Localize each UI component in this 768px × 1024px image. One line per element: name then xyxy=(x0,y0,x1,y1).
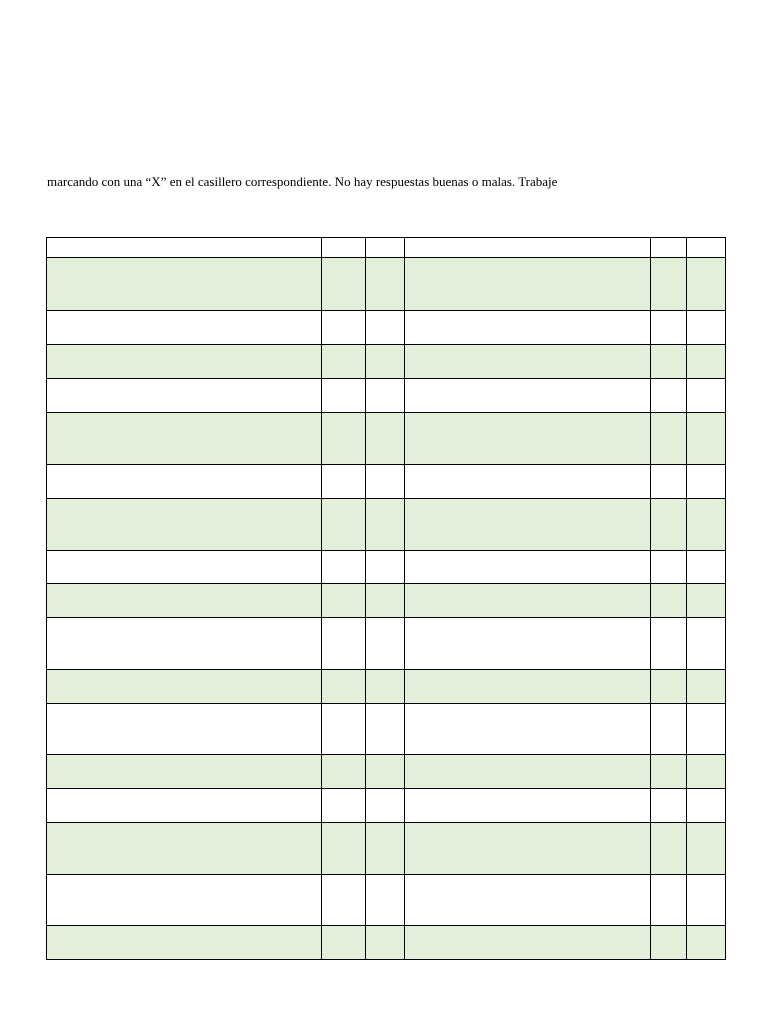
answer-checkbox-cell[interactable] xyxy=(686,551,725,584)
answer-checkbox-cell[interactable] xyxy=(686,704,725,755)
answer-checkbox-cell[interactable] xyxy=(686,311,725,345)
table-row xyxy=(47,670,726,704)
answer-checkbox-cell[interactable] xyxy=(365,618,404,670)
statement-cell-right xyxy=(405,875,651,926)
statement-cell-right xyxy=(405,618,651,670)
answer-checkbox-cell[interactable] xyxy=(321,258,365,311)
answer-checkbox-cell[interactable] xyxy=(650,465,686,499)
answer-checkbox-cell[interactable] xyxy=(686,755,725,789)
answer-checkbox-cell[interactable] xyxy=(650,704,686,755)
statement-cell-left xyxy=(47,875,322,926)
answer-checkbox-cell[interactable] xyxy=(650,670,686,704)
statement-cell-right xyxy=(405,345,651,379)
answer-checkbox-cell[interactable] xyxy=(321,413,365,465)
answer-checkbox-cell[interactable] xyxy=(650,379,686,413)
statement-cell-left xyxy=(47,755,322,789)
statement-cell-right xyxy=(405,789,651,823)
answer-checkbox-cell[interactable] xyxy=(650,755,686,789)
table-row xyxy=(47,755,726,789)
statement-cell-left xyxy=(47,704,322,755)
answer-checkbox-cell[interactable] xyxy=(321,789,365,823)
answer-checkbox-cell[interactable] xyxy=(365,258,404,311)
table-row xyxy=(47,379,726,413)
statement-cell-right xyxy=(405,926,651,960)
statement-cell-left xyxy=(47,670,322,704)
answer-checkbox-cell xyxy=(686,238,725,258)
answer-checkbox-cell[interactable] xyxy=(650,311,686,345)
table-row xyxy=(47,465,726,499)
answer-checkbox-cell[interactable] xyxy=(365,704,404,755)
survey-table-body xyxy=(47,238,726,960)
table-header-row xyxy=(47,238,726,258)
answer-checkbox-cell[interactable] xyxy=(686,823,725,875)
statement-cell-right xyxy=(405,584,651,618)
answer-checkbox-cell[interactable] xyxy=(686,875,725,926)
table-row xyxy=(47,345,726,379)
table-row xyxy=(47,875,726,926)
answer-checkbox-cell[interactable] xyxy=(365,499,404,551)
answer-checkbox-cell[interactable] xyxy=(650,618,686,670)
table-row xyxy=(47,704,726,755)
table-row xyxy=(47,789,726,823)
answer-checkbox-cell[interactable] xyxy=(365,551,404,584)
table-row xyxy=(47,413,726,465)
answer-checkbox-cell[interactable] xyxy=(365,584,404,618)
statement-cell-right xyxy=(405,379,651,413)
answer-checkbox-cell[interactable] xyxy=(321,823,365,875)
answer-checkbox-cell[interactable] xyxy=(321,584,365,618)
table-row xyxy=(47,499,726,551)
answer-checkbox-cell[interactable] xyxy=(321,926,365,960)
answer-checkbox-cell[interactable] xyxy=(365,823,404,875)
statement-cell-left xyxy=(47,413,322,465)
answer-checkbox-cell[interactable] xyxy=(686,584,725,618)
answer-checkbox-cell[interactable] xyxy=(686,379,725,413)
answer-checkbox-cell xyxy=(365,238,404,258)
answer-checkbox-cell[interactable] xyxy=(321,704,365,755)
answer-checkbox-cell[interactable] xyxy=(321,311,365,345)
statement-cell-left xyxy=(47,311,322,345)
answer-checkbox-cell[interactable] xyxy=(365,755,404,789)
answer-checkbox-cell[interactable] xyxy=(650,499,686,551)
answer-checkbox-cell xyxy=(321,238,365,258)
answer-checkbox-cell[interactable] xyxy=(650,875,686,926)
answer-checkbox-cell[interactable] xyxy=(321,345,365,379)
statement-cell-right xyxy=(405,465,651,499)
statement-cell-left xyxy=(47,499,322,551)
table-row xyxy=(47,584,726,618)
answer-checkbox-cell[interactable] xyxy=(686,670,725,704)
statement-cell-left xyxy=(47,789,322,823)
answer-checkbox-cell xyxy=(650,238,686,258)
statement-cell-right xyxy=(405,823,651,875)
answer-checkbox-cell[interactable] xyxy=(365,345,404,379)
table-row xyxy=(47,926,726,960)
answer-checkbox-cell[interactable] xyxy=(650,789,686,823)
statement-cell-right xyxy=(405,551,651,584)
statement-cell-left xyxy=(47,926,322,960)
answer-checkbox-cell[interactable] xyxy=(650,926,686,960)
answer-checkbox-cell[interactable] xyxy=(686,926,725,960)
answer-checkbox-cell[interactable] xyxy=(365,789,404,823)
instruction-text: marcando con una “X” en el casillero correspondiente. No hay respuestas buenas o malas. Trabaje xyxy=(47,174,558,189)
statement-cell-left xyxy=(47,584,322,618)
statement-cell-left xyxy=(47,238,322,258)
answer-checkbox-cell[interactable] xyxy=(650,584,686,618)
statement-cell-left xyxy=(47,465,322,499)
answer-checkbox-cell[interactable] xyxy=(321,551,365,584)
statement-cell-right xyxy=(405,311,651,345)
answer-checkbox-cell[interactable] xyxy=(365,379,404,413)
answer-checkbox-cell[interactable] xyxy=(650,258,686,311)
survey-table xyxy=(46,237,726,960)
answer-checkbox-cell[interactable] xyxy=(686,413,725,465)
answer-checkbox-cell[interactable] xyxy=(365,465,404,499)
answer-checkbox-cell[interactable] xyxy=(686,499,725,551)
statement-cell-right xyxy=(405,755,651,789)
answer-checkbox-cell[interactable] xyxy=(365,670,404,704)
answer-checkbox-cell[interactable] xyxy=(321,499,365,551)
statement-cell-left xyxy=(47,379,322,413)
answer-checkbox-cell[interactable] xyxy=(365,413,404,465)
table-row xyxy=(47,823,726,875)
answer-checkbox-cell[interactable] xyxy=(686,465,725,499)
answer-checkbox-cell[interactable] xyxy=(686,258,725,311)
table-row xyxy=(47,258,726,311)
statement-cell-right xyxy=(405,413,651,465)
answer-checkbox-cell[interactable] xyxy=(686,345,725,379)
statement-cell-right xyxy=(405,704,651,755)
answer-checkbox-cell[interactable] xyxy=(321,670,365,704)
answer-checkbox-cell[interactable] xyxy=(365,311,404,345)
table-row xyxy=(47,618,726,670)
statement-cell-right xyxy=(405,499,651,551)
answer-checkbox-cell[interactable] xyxy=(321,875,365,926)
statement-cell-left xyxy=(47,551,322,584)
answer-checkbox-cell[interactable] xyxy=(650,823,686,875)
answer-checkbox-cell[interactable] xyxy=(365,875,404,926)
statement-cell-right xyxy=(405,258,651,311)
answer-checkbox-cell[interactable] xyxy=(321,465,365,499)
answer-checkbox-cell[interactable] xyxy=(686,789,725,823)
statement-cell-left xyxy=(47,258,322,311)
statement-cell-right xyxy=(405,670,651,704)
statement-cell-left xyxy=(47,345,322,379)
answer-checkbox-cell[interactable] xyxy=(321,379,365,413)
answer-checkbox-cell[interactable] xyxy=(365,926,404,960)
statement-cell-left xyxy=(47,618,322,670)
answer-checkbox-cell[interactable] xyxy=(650,345,686,379)
answer-checkbox-cell[interactable] xyxy=(321,755,365,789)
table-row xyxy=(47,311,726,345)
answer-checkbox-cell[interactable] xyxy=(321,618,365,670)
statement-cell-left xyxy=(47,823,322,875)
answer-checkbox-cell[interactable] xyxy=(686,618,725,670)
statement-cell-right xyxy=(405,238,651,258)
answer-checkbox-cell[interactable] xyxy=(650,413,686,465)
answer-checkbox-cell[interactable] xyxy=(650,551,686,584)
table-row xyxy=(47,551,726,584)
